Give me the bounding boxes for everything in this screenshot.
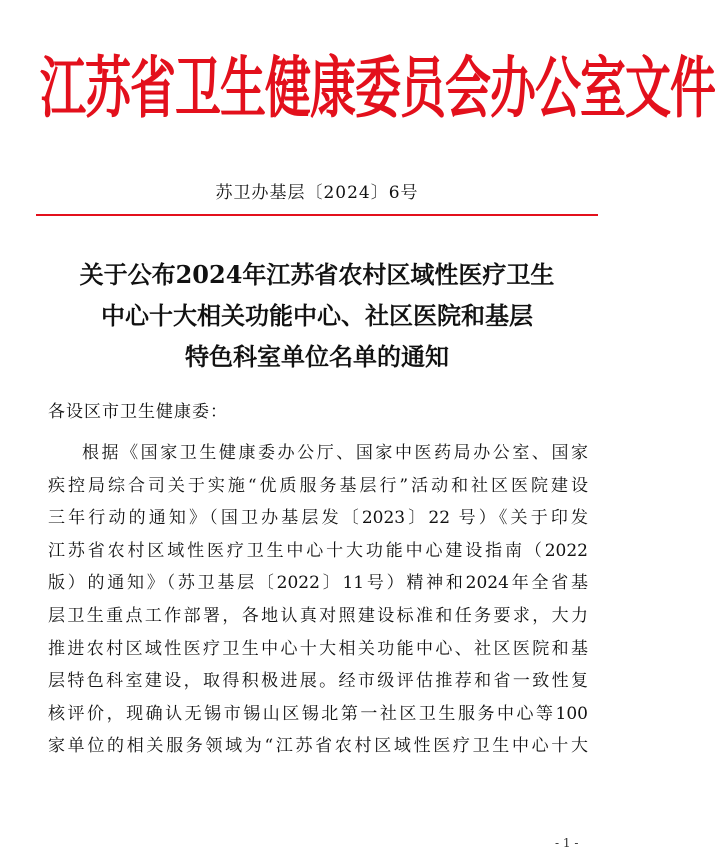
body-paragraph <box>48 437 588 763</box>
red-separator-line <box>36 214 598 216</box>
salutation: 各设区市卫生健康委： <box>48 402 228 422</box>
body-line: 核评价，现确认无锡市锡山区锡北第一社区卫生服务中心等100 <box>48 703 588 724</box>
title-line-2: 中心十大相关功能中心、社区医院和基层 <box>101 301 533 330</box>
body-line: 疾控局综合司关于实施“优质服务基层行”活动和社区医院建设 <box>48 475 588 496</box>
body-line: 层特色科室建设，取得积极进展。经市级评估推荐和省一致性复 <box>48 671 588 692</box>
page-number: - 1 - <box>555 836 579 850</box>
masthead-title: 江苏省卫生健康委员会办公室文件 <box>40 48 715 128</box>
body-line: 江苏省农村区域性医疗卫生中心十大功能中心建设指南（2022 <box>48 540 588 561</box>
body-line: 推进农村区域性医疗卫生中心十大相关功能中心、社区医院和基 <box>48 638 588 659</box>
notice-title <box>30 254 604 377</box>
body-line: 层卫生重点工作部署，各地认真对照建设标准和任务要求，大力 <box>48 605 588 626</box>
body-line: 根据《国家卫生健康委办公厅、国家中医药局办公室、国家 <box>82 443 588 463</box>
body-line: 三年行动的通知》（国卫办基层发〔2023〕22 号）《关于印发 <box>48 508 588 529</box>
body-line: 版）的通知》（苏卫基层〔2022〕11号）精神和2024年全省基 <box>48 573 588 594</box>
title-line-3: 特色科室单位名单的通知 <box>185 342 449 371</box>
title-line-1: 关于公布2024年江苏省农村区域性医疗卫生 <box>79 260 555 289</box>
document-number: 苏卫办基层〔2024〕6号 <box>215 183 419 203</box>
body-line: 家单位的相关服务领域为“江苏省农村区域性医疗卫生中心十大 <box>48 736 588 757</box>
